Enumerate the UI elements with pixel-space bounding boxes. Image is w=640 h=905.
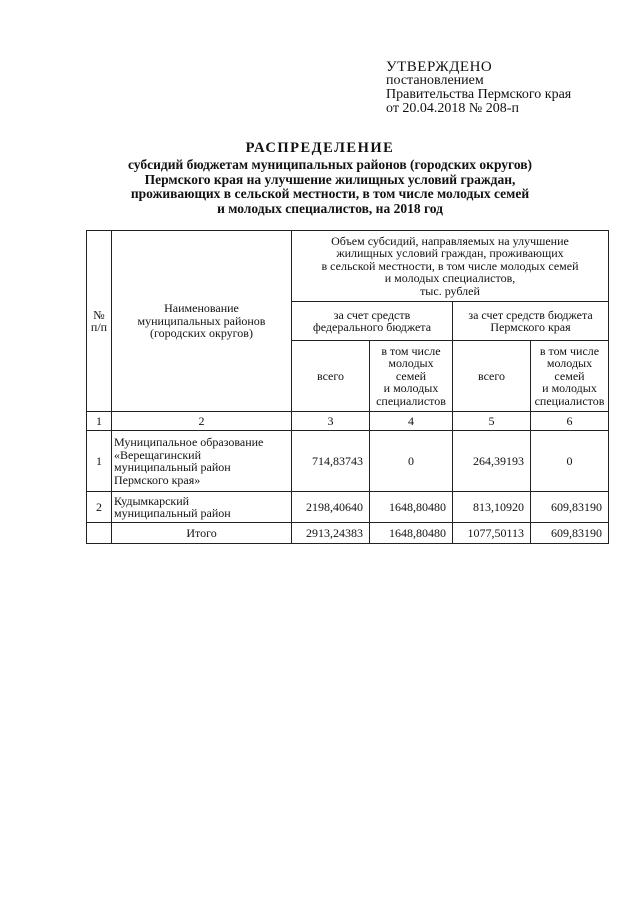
row-name-line: Пермского края» bbox=[114, 472, 201, 487]
row-name-line: муниципальный район bbox=[114, 460, 231, 474]
header-name-line: (городских округов) bbox=[150, 326, 253, 341]
reg-total: 264,39193 bbox=[453, 431, 531, 492]
header-incl-line: семей bbox=[395, 368, 427, 383]
fed-young: 0 bbox=[370, 431, 453, 492]
approval-line: Правительства Пермского края bbox=[386, 87, 572, 102]
header-incl-line: молодых bbox=[546, 356, 593, 371]
total-label: Итого bbox=[112, 523, 292, 544]
header-num-line: п/п bbox=[90, 320, 108, 334]
header-federal-line: федерального бюджета bbox=[312, 320, 432, 334]
total-num bbox=[87, 523, 112, 544]
reg-young: 0 bbox=[531, 431, 609, 492]
approval-stamp bbox=[386, 60, 571, 116]
total-fed-total: 2913,24383 bbox=[292, 523, 370, 544]
column-number: 3 bbox=[292, 412, 370, 431]
header-incl-line: молодых bbox=[388, 356, 434, 371]
header-incl-line: семей bbox=[554, 368, 585, 383]
header-regional-line: Пермского края bbox=[490, 320, 571, 334]
subtitle-line: и молодых специалистов, на 2018 год bbox=[217, 200, 443, 216]
document-subtitle bbox=[100, 158, 560, 216]
fed-young: 1648,80480 bbox=[370, 492, 453, 523]
row-name bbox=[112, 431, 292, 492]
header-name-line: муниципальных районов bbox=[137, 313, 266, 328]
header-incl-line: в том числе bbox=[381, 343, 441, 358]
row-name bbox=[112, 492, 292, 523]
header-reg-incl bbox=[531, 341, 609, 412]
column-number: 5 bbox=[453, 412, 531, 431]
header-name bbox=[112, 231, 292, 412]
column-number: 1 bbox=[87, 412, 112, 431]
column-number: 4 bbox=[370, 412, 453, 431]
header-volume-line: Объем субсидий, направляемых на улучшение bbox=[331, 233, 569, 248]
approval-line: постановлением bbox=[386, 73, 484, 88]
document-title: РАСПРЕДЕЛЕНИЕ bbox=[245, 140, 395, 156]
header-volume-line: тыс. рублей bbox=[420, 283, 480, 298]
row-name-line: Кудымкарский bbox=[114, 493, 190, 508]
subtitle-line: субсидий бюджетам муниципальных районов (городских округов) bbox=[127, 157, 533, 172]
reg-total: 813,10920 bbox=[453, 492, 531, 523]
row-num: 1 bbox=[87, 431, 112, 492]
column-number: 2 bbox=[112, 412, 292, 431]
header-incl-line: специалистов bbox=[376, 393, 446, 408]
table-row bbox=[87, 492, 609, 523]
header-federal-line: за счет средств bbox=[333, 307, 411, 322]
reg-young: 609,83190 bbox=[531, 492, 609, 523]
header-name-line: Наименование bbox=[164, 301, 239, 316]
subsidy-table bbox=[86, 230, 609, 544]
total-reg-young: 609,83190 bbox=[531, 523, 609, 544]
subtitle-line: проживающих в сельской местности, в том числе молодых семей bbox=[130, 186, 530, 201]
approval-heading: УТВЕРЖДЕНО bbox=[386, 59, 493, 75]
header-volume-line: жилищных условий граждан, проживающих bbox=[336, 246, 564, 261]
row-name-line: «Верещагинский bbox=[114, 447, 201, 462]
header-volume-line: и молодых специалистов, bbox=[384, 271, 516, 286]
fed-total: 2198,40640 bbox=[292, 492, 370, 523]
row-name-line: Муниципальное образование bbox=[114, 435, 264, 449]
header-volume-line: в сельской местности, в том числе молодых семей bbox=[321, 258, 579, 273]
fed-total: 714,83743 bbox=[292, 431, 370, 492]
header-num-line: № bbox=[93, 307, 105, 322]
total-reg-total: 1077,50113 bbox=[453, 523, 531, 544]
header-volume bbox=[292, 231, 609, 302]
header-regional bbox=[453, 302, 609, 341]
column-number: 6 bbox=[531, 412, 609, 431]
total-fed-young: 1648,80480 bbox=[370, 523, 453, 544]
header-incl-line: в том числе bbox=[539, 343, 600, 358]
header-incl-line: специалистов bbox=[534, 393, 605, 408]
row-num: 2 bbox=[87, 492, 112, 523]
header-incl-line: и молодых bbox=[383, 381, 439, 396]
header-regional-line: за счет средств бюджета bbox=[468, 307, 593, 322]
header-fed-total: всего bbox=[292, 341, 370, 412]
header-fed-incl bbox=[370, 341, 453, 412]
row-name-line: муниципальный район bbox=[114, 506, 231, 520]
total-row bbox=[87, 523, 609, 544]
header-federal bbox=[292, 302, 453, 341]
header-reg-total: всего bbox=[453, 341, 531, 412]
subtitle-line: Пермского края на улучшение жилищных условий граждан, bbox=[144, 171, 516, 187]
approval-line: от 20.04.2018 № 208-п bbox=[386, 101, 519, 116]
column-number-row bbox=[87, 412, 609, 431]
header-incl-line: и молодых bbox=[542, 381, 597, 396]
table-row bbox=[87, 431, 609, 492]
header-num bbox=[87, 231, 112, 412]
